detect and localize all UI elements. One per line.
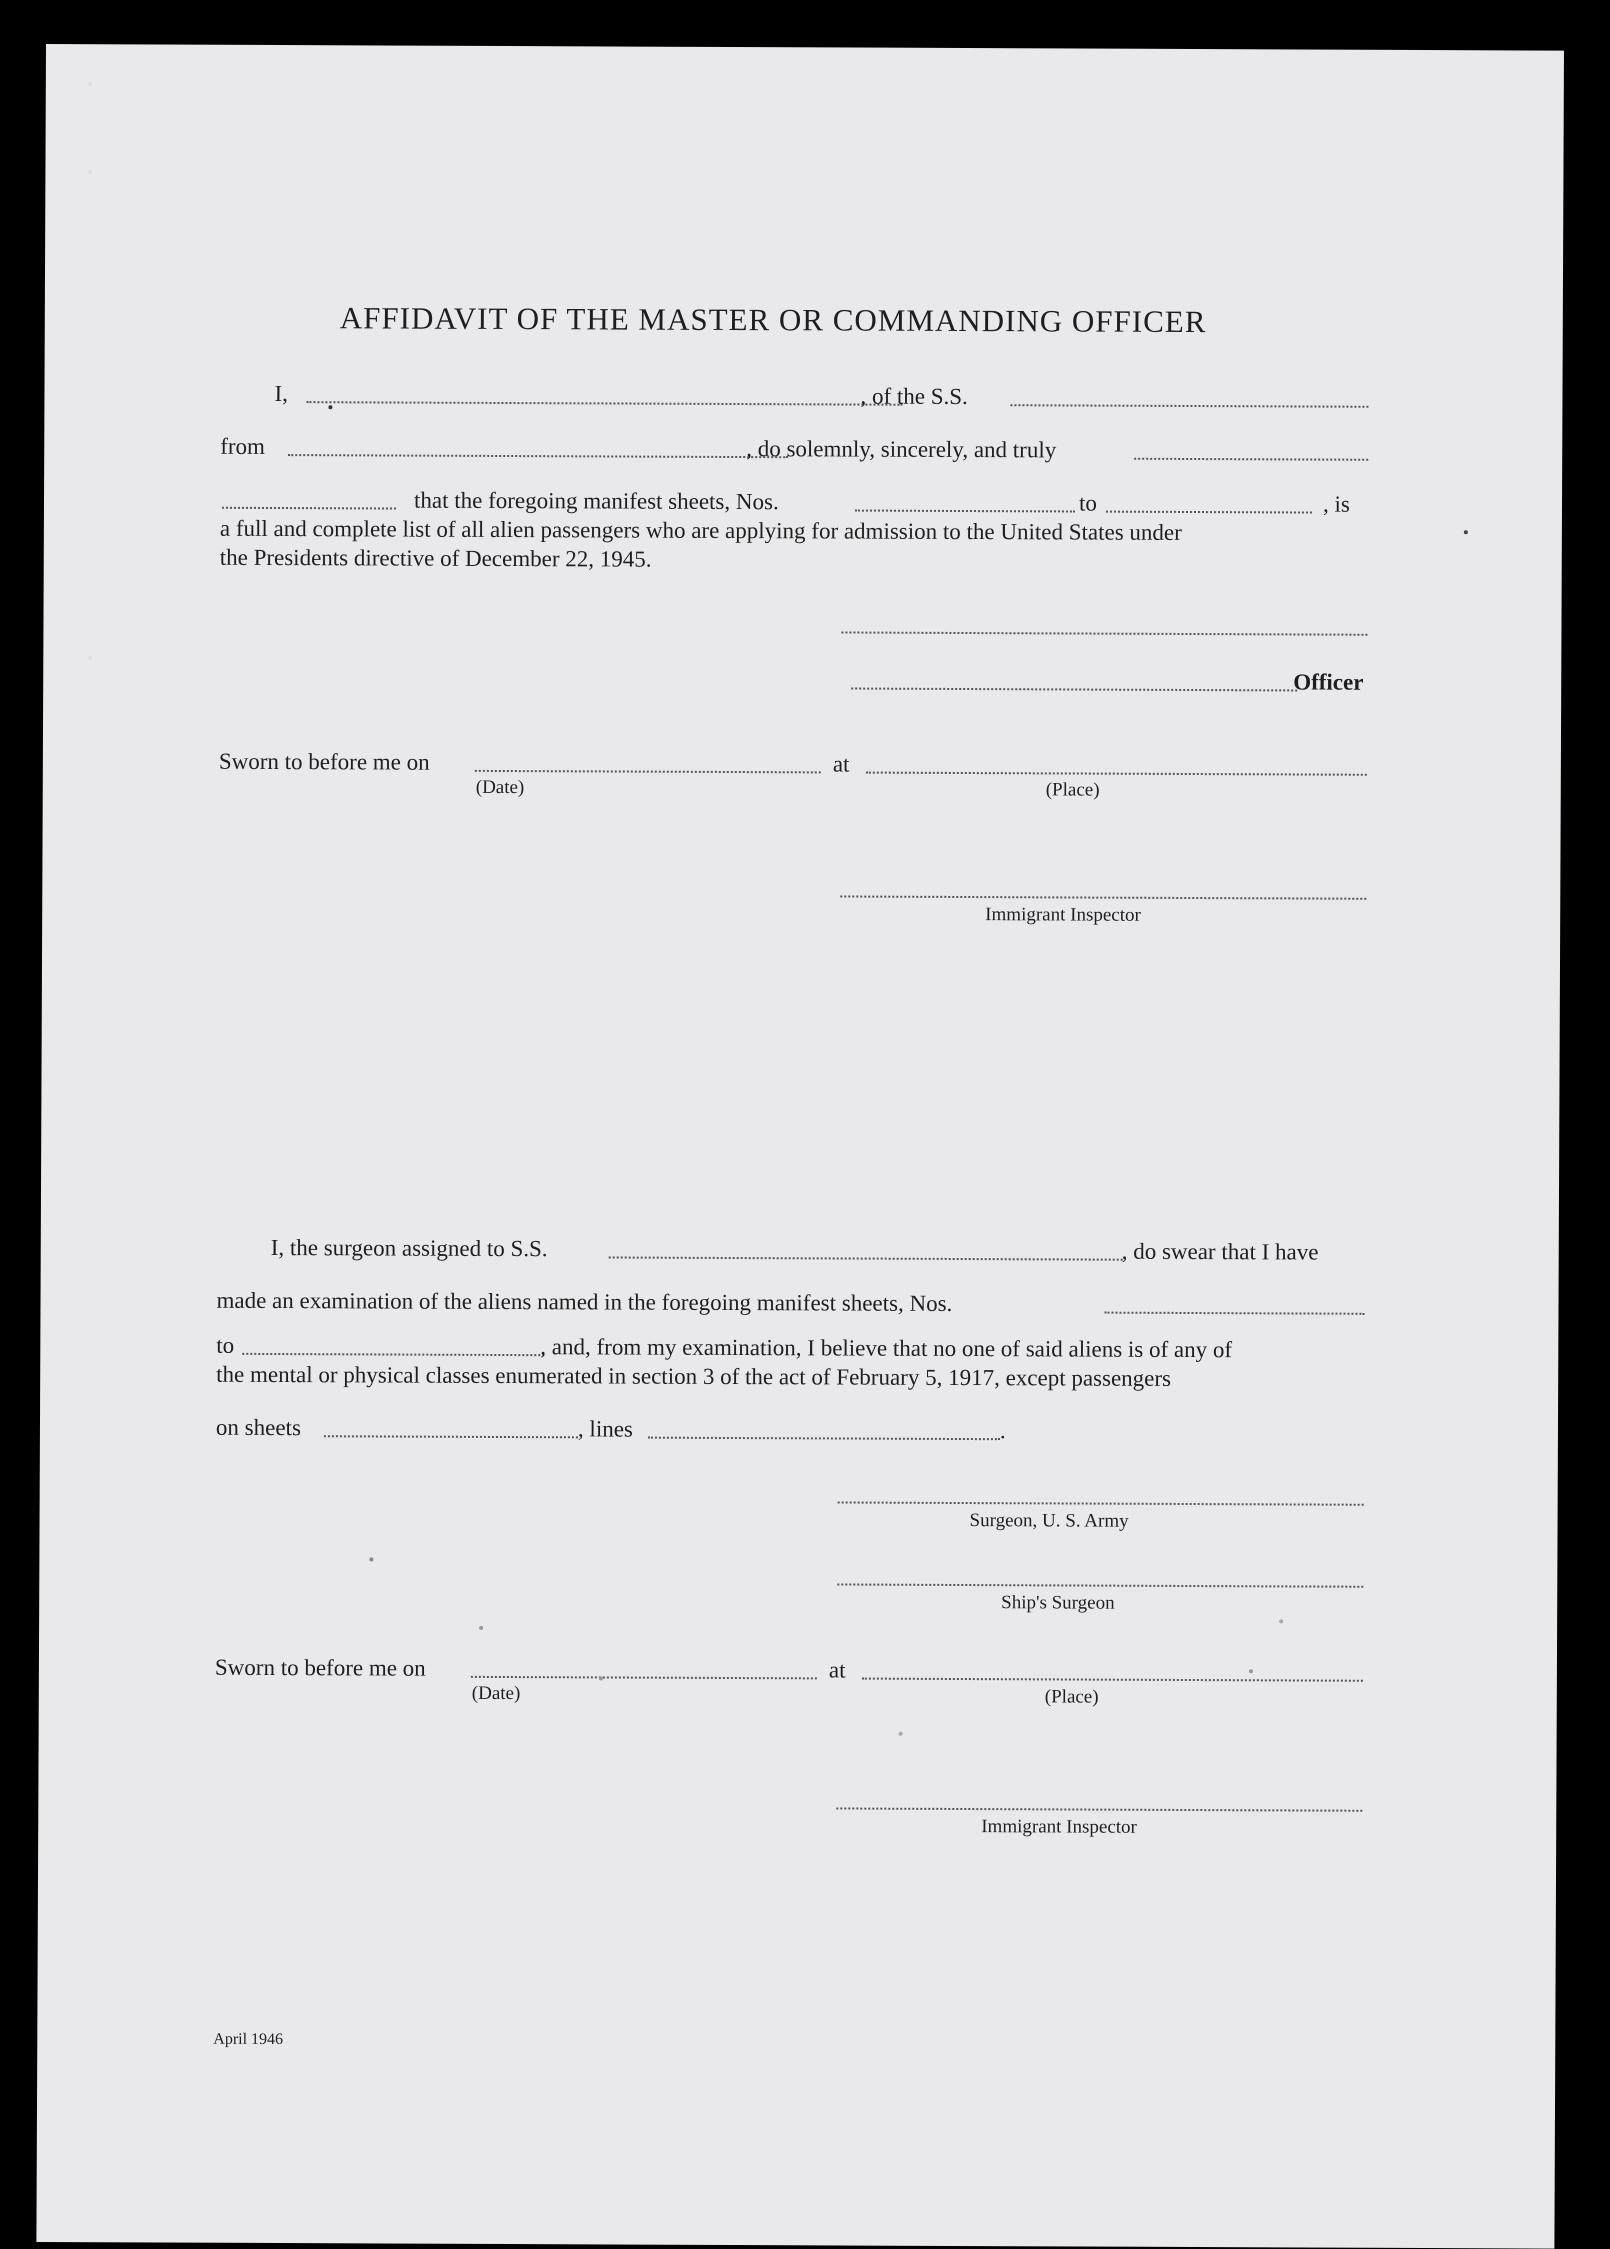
army-surgeon-label: Surgeon, U. S. Army [969,1510,1129,1532]
master-swear-text: , do solemnly, sincerely, and truly [746,436,1057,463]
sworn1-inspector-line [840,895,1366,899]
surgeon-ship-blank [609,1256,1123,1260]
surgeon-nos-to-blank [242,1353,544,1356]
sworn1-place-blank [866,772,1367,776]
sworn2-date-caption: (Date) [471,1682,521,1705]
officer-title-line [851,688,1297,692]
master-is-label: , is [1322,491,1350,517]
sworn2-inspector-line [836,1807,1362,1811]
master-ss-label: , of the S.S. [860,383,968,410]
sworn2-inspector-label: Immigrant Inspector [981,1816,1137,1838]
sworn2-place-caption: (Place) [1044,1686,1099,1708]
surgeon-nos-blank [1104,1312,1364,1315]
sworn1-label: Sworn to before me on [218,748,430,775]
army-surgeon-signature-line [838,1501,1364,1505]
surgeon-sheets-blank [324,1435,578,1438]
master-statement-line4: a full and complete list of all alien passengers who are applying for admission to the United States under [219,515,1182,545]
ship-surgeon-label: Ship's Surgeon [1001,1592,1115,1614]
surgeon-swear-text: , do swear that I have [1121,1238,1319,1265]
master-nos-from-blank [855,510,1075,513]
master-statement-line5: the Presidents directive of December 22, 1945. [219,544,652,572]
surgeon-statement-line4: the mental or physical classes enumerated in section 3 of the act of February 5, 1917, except passengers [216,1361,1172,1391]
document-page [36,44,1564,2249]
master-swear-blank [1134,458,1368,461]
form-date-footer: April 1946 [213,2030,284,2049]
surgeon-line5-period: . [999,1418,1006,1444]
sworn1-date-caption: (Date) [475,776,525,799]
sworn1-date-blank [475,770,821,774]
document-title: AFFIDAVIT OF THE MASTER OR COMMANDING OFFICER [339,300,1207,340]
surgeon-statement-line3: , and, from my examination, I believe that no one of said aliens is of any of [540,1334,1233,1363]
surgeon-statement-line1: I, the surgeon assigned to S.S. [270,1234,548,1262]
master-swear-word-blank [222,507,396,510]
ship-surgeon-signature-line [837,1583,1363,1587]
master-nos-to-blank [1106,511,1312,514]
master-from-label: from [220,433,266,459]
master-from-blank [288,454,788,458]
sworn2-date-blank [471,1676,817,1680]
sworn1-inspector-label: Immigrant Inspector [985,904,1141,926]
surgeon-to-label: to [216,1332,235,1358]
surgeon-lines-blank [648,1437,1000,1441]
master-manifest-text: that the foregoing manifest sheets, Nos. [413,487,779,515]
master-to-label: to [1078,490,1097,516]
sworn2-place-blank [862,1678,1363,1682]
surgeon-sheets-label: on sheets [215,1414,301,1441]
master-i-label: I, [274,381,288,407]
sworn2-at-label: at [828,1657,846,1683]
officer-label: Officer [1293,669,1364,695]
sworn1-place-caption: (Place) [1045,779,1100,801]
master-ship-blank [1010,404,1368,408]
master-name-blank [306,401,902,406]
sworn2-label: Sworn to before me on [214,1654,426,1681]
surgeon-statement-line2: made an examination of the aliens named in the foregoing manifest sheets, Nos. [216,1287,953,1316]
surgeon-lines-label: , lines [577,1416,633,1442]
master-signature-line [841,631,1367,635]
sworn1-at-label: at [832,751,850,777]
